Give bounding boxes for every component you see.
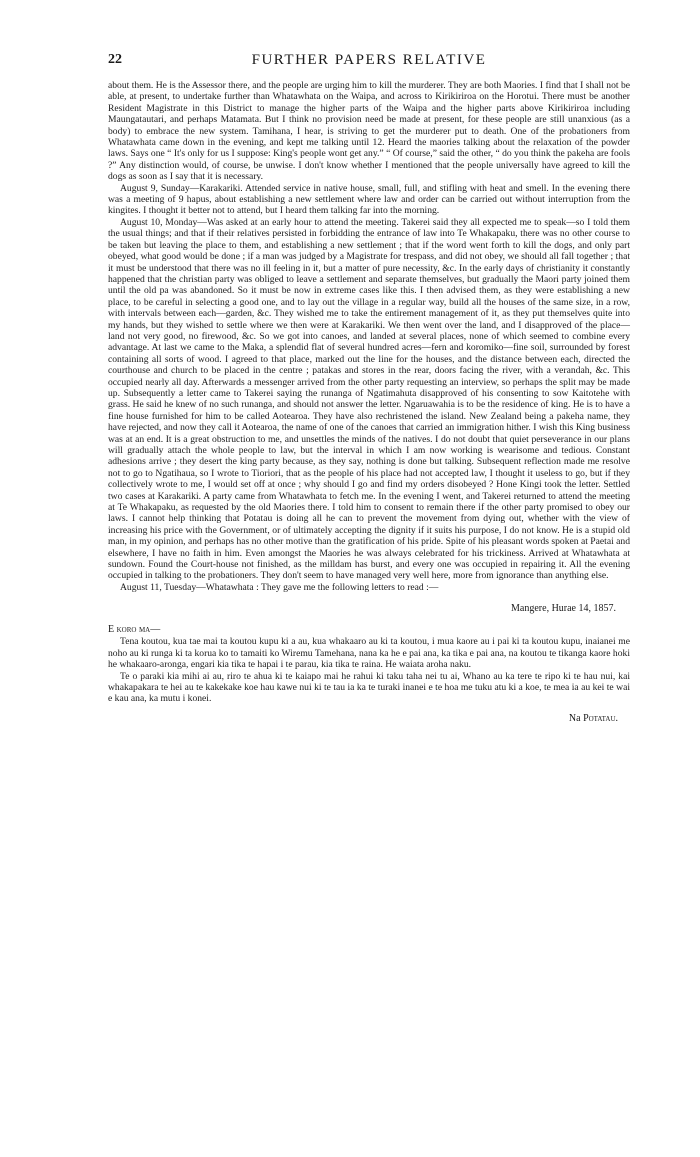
letter-paragraph: Te o paraki kia mihi ai au, riro te ahua ki te kaiapo mai he rahui ki taku taha nei tu ai, Whano au ka tere te ripo ki te hau nui, kai whakapakara te hei au te kakekake koe hau kawe nui ki te tau ia ka te turaki inanei e te hoa me tuku atu ki a koe, te mea ia au kei te wai e kau ana, ka mutu i konei. xyxy=(108,670,630,705)
paragraph-august-10: August 10, Monday—Was asked at an early hour to attend the meeting. Takerei said they all expected me to speak—so I told them the usual things; and that if their relatives persisted in forbidding the entrance of law into Te Whakapaku, there was no other course to be taken but leaving the place to them, and establishing a new settlement ; that if the word went forth to kill the dogs, and only part obeyed, what good would be done ; if a man was judged by a Magistrate for trespass, and did not obey, we should all fall together ; that it must be understood that there was no ill feeling in it, but a matter of pure necessity, &c. In the early days of christianity it constantly happened that the christian party was obliged to leave a settlement and separate themselves, but gradually the Maori party joined them until the old pa was abandoned. So it must be now in extreme cases like this. I then advised them, as they were establishing a new place, to be careful in selecting a good one, and to lay out the village in a regular way, build all the houses of the same size, in a row, with intervals between each—garden, &c. They wished me to take the entirement management of it, as they put themselves quite into my hands, but they wished to settle where we then were at Karakariki. We then went over the land, and I disapproved of the place—land not very good, no firewood, &c. So we got into canoes, and landed at several places, none of which seemed to combine every advantage. At last we came to the Maka, a splendid flat of several hundred acres—fern and koromiko—fine soil, surrounded by forest containing all sorts of wood. I agreed to that place, marked out the line for the houses, and the distance between each, directed the courthouse and church to be placed in the centre ; patakas and stores in the rear, doors facing the river, with a verandah, &c. This occupied nearly all day. Afterwards a messenger arrived from the other party requesting an interview, so perhaps the split may be made up. Subsequently a letter came to Takerei saying the runanga of Ngatimahuta disapproved of his consenting to sow Kaitotehe with grass. He said he knew of no such runanga, and should not answer the letter. Ngaruawahia is to be the residence of king. He is to have a fine house furnished for him to be called Aotearoa. They have also rechristened the island. New Zealand being a pakeha name, they have rejected, and now they call it Aotearoa, the name of one of the canoes that carried an immigration hither. I wish this King business was at an end. It is a great obstruction to me, and unsettles the minds of the natives. I do not doubt that quiet perseverance in our plans will gradually attach the whole people to law, but the interval in which I am now working is wearisome and tedious. Constant adhesions arrive ; they desert the king party because, as they say, nothing is done but talking. Subsequent reflection made me resolve not to go to Ngatihaua, so I wrote to Tioriori, that as the people of his place had not accepted law, I thought it useless to go, but if they collectively wrote to me, I would set off at once ; why should I go and find my orders disobeyed ? Hone Kingi took the letter. Settled two cases at Karakariki. A party came from Whatawhata to fetch me. In the evening I went, and Takerei returned to attend the meeting at Te Whakapaku, as requested by the old Maories there. I told him to consent to remain there if the other party promised to obey our laws. I cannot help thinking that Potatau is doing all he can to prevent the movement from dying out, whether with the view of increasing his price with the Government, or of ultimately accepting the dignity if it suits his purpose, I do not know. He is a stupid old man, in my opinion, and perhaps has no other motive than the gratification of his pride. Spite of his pleasant words spoken at Paetai and elsewhere, I have no faith in him. Even amongst the Maories he was always celebrated for his trickiness. Arrived at Whatawhata at sundown. Found the Court-house not finished, as the milldam has burst, and every one was occupied in repairing it. All the evening occupied in talking to the probationers. They don't seem to have managed very well here, more from ignorance than anything else. xyxy=(108,216,630,582)
salutation-initial: E xyxy=(108,624,115,636)
letter-signature xyxy=(108,713,618,724)
paragraph-august-9: August 9, Sunday—Karakariki. Attended service in native house, small, full, and stifling with heat and smell. In the evening there was a meeting of 9 hapus, about establishing a new settlement where law and order can be carried out without interruption from the kingites. I thought it better not to attend, but I heard them talking far into the morning. xyxy=(108,182,630,217)
page-header xyxy=(108,52,630,74)
document-page xyxy=(108,52,630,724)
letter-body xyxy=(108,636,630,704)
paragraph-continuation: about them. He is the Assessor there, and the people are urging him to kill the murderer. They are both Maories. I find that I shall not be able, at present, to undertake further than Whatawhata on the Waipa, and across to Kirikiriroa on the Horotui. There must be another Resident Magistrate in this District to manage the higher parts of the Waipa and the higher parts above Kirikiriroa including Maungatautari, and perhaps Matamata. But I think no provision need be made at present, for these people are still unanxious (as a body) to embrace the new system. Tamihana, I hear, is striving to get the murderer put to death. One of the probationers from Whatawhata came down in the evening, and kept me talking until 12. Heard the maories talking about the relaxation of the powder laws. Says one “ It's only for us I suppose: King's people wont get any.” “ Of course,” said the other, “ do you think the pakeha are fools ?” Any distinction would, of course, be unwise. I don't know whether I mentioned that the people universally have agreed to kill the dogs as soon as I say that it is necessary. xyxy=(108,80,630,183)
letter-paragraph: Tena koutou, kua tae mai ta koutou kupu ki a au, kua whakaaro au ki ta koutou, i mua kaore au i pai ki ta koutou kupu, inaianei me noho au ki runga ki ta koruа ko to tamaiti ko Wiremu Tamehana, nana ka he e pai ana, ka tika e pai ana, na koutou te tikanga kaore hoki he whakaaro-arongа, engari kia tika te hapai i te parau, kia tika te raina. He waiata aroha naku. xyxy=(108,636,630,671)
paragraph-august-11: August 11, Tuesday—Whatawhata : They gave me the following letters to read :— xyxy=(120,581,439,593)
salutation-rest: koro ma— xyxy=(116,624,161,636)
body-text xyxy=(108,80,630,593)
letter-salutation xyxy=(108,624,630,635)
signature-prefix: Na xyxy=(568,712,581,724)
page-number: 22 xyxy=(108,52,122,67)
running-title: FURTHER PAPERS RELATIVE xyxy=(251,52,487,68)
letter-place-date: Mangere, Hurae 14, 1857. xyxy=(511,603,616,615)
signature-name: Potatau. xyxy=(583,712,618,724)
